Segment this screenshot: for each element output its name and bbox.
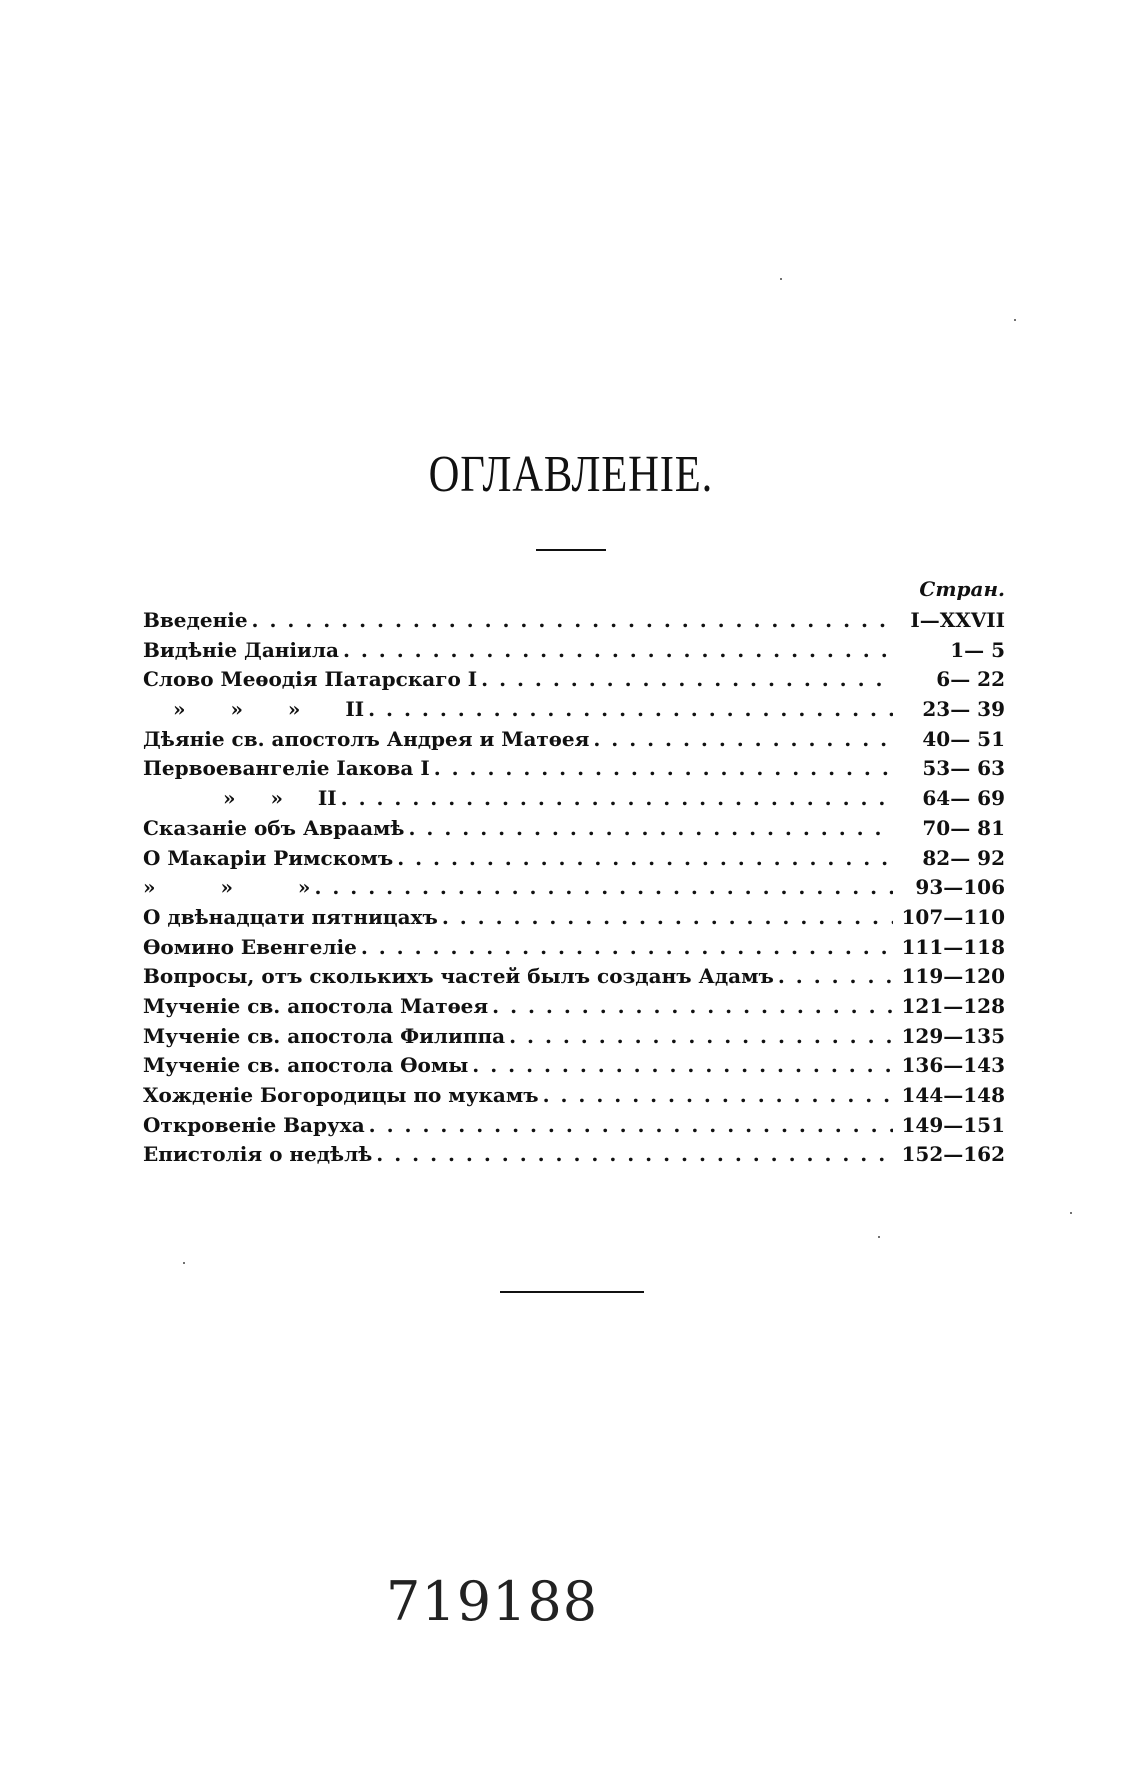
dot-leader <box>434 754 893 784</box>
toc-entry-title: Вопросы, отъ сколькихъ частей былъ созданъ Адамъ <box>143 964 774 989</box>
toc-entry-pages: 144—148 <box>901 1083 1005 1107</box>
paper-speck <box>780 278 782 280</box>
toc-entry <box>143 1051 1005 1081</box>
toc-entry-pages: 93—106 <box>915 875 1005 900</box>
toc-entry-title: Епистолія о недѣлѣ <box>143 1142 373 1167</box>
toc-entry-pages: 82— 92 <box>922 845 1005 870</box>
toc-entry-pages: 129—135 <box>901 1023 1005 1048</box>
paper-speck <box>878 1236 880 1238</box>
dot-leader <box>509 1022 893 1052</box>
toc-entry-title: О двѣнадцати пятницахъ <box>143 904 438 929</box>
toc-entry-pages: 119—120 <box>901 964 1005 989</box>
dot-leader <box>442 903 893 933</box>
library-stamp-number: 719188 <box>386 1570 599 1633</box>
page-title: ОГЛАВЛЕНІЕ. <box>428 446 714 503</box>
toc-entry-title: Сказаніе объ Авраамѣ <box>143 815 405 840</box>
dot-leader <box>492 992 893 1022</box>
toc-entry-title: Мученіе св. апостола Ѳомы <box>143 1053 469 1078</box>
toc-entry <box>143 725 1005 755</box>
toc-entry <box>143 606 1005 636</box>
toc-entry <box>143 636 1005 666</box>
toc-entry-pages: 149—151 <box>901 1112 1005 1137</box>
dot-leader <box>778 962 893 992</box>
toc-entry <box>143 903 1005 933</box>
toc-entry-title: Хожденіе Богородицы по мукамъ <box>143 1083 539 1107</box>
paper-speck <box>183 1262 185 1264</box>
toc-entry-title: Мученіе св. апостола Филиппа <box>143 1023 506 1048</box>
dot-leader <box>252 606 893 636</box>
toc-entry <box>143 1140 1005 1170</box>
toc-entry-title: » » » <box>143 875 311 900</box>
toc-entry-pages: 1— 5 <box>950 637 1005 662</box>
dot-leader <box>397 844 893 874</box>
toc-entry <box>143 844 1005 874</box>
toc-entry <box>143 873 1005 903</box>
toc-entry <box>143 933 1005 963</box>
toc-entry-pages: 23— 39 <box>922 697 1005 722</box>
table-of-contents <box>143 572 1005 1170</box>
toc-entry <box>143 1081 1005 1111</box>
toc-entry-title: Дѣяніе св. апостолъ Андрея и Матѳея <box>143 726 590 751</box>
toc-entry-pages: 152—162 <box>901 1142 1005 1167</box>
toc-entry-pages: 40— 51 <box>922 726 1005 751</box>
toc-entry-title: » » » II <box>173 697 365 722</box>
toc-entry-pages: 6— 22 <box>936 667 1005 692</box>
toc-entry-title: Слово Меѳодія Патарскаго I <box>143 667 478 692</box>
toc-entry-pages: I—XXVII <box>910 608 1005 632</box>
toc-entry-title: Первоевангеліе Іакова I <box>143 756 430 781</box>
dot-leader <box>368 695 893 725</box>
dot-leader <box>481 665 893 695</box>
dot-leader <box>408 814 893 844</box>
toc-entry-title: Ѳомино Евенгеліе <box>143 934 357 959</box>
toc-entry-title: Мученіе св. апостола Матѳея <box>143 993 489 1018</box>
dot-leader <box>314 873 893 903</box>
toc-entry-pages: 136—143 <box>901 1053 1005 1078</box>
paper-speck <box>1014 319 1016 321</box>
toc-entry-pages: 70— 81 <box>922 815 1005 840</box>
toc-entry-pages: 107—110 <box>901 904 1005 929</box>
dot-leader <box>343 636 893 666</box>
toc-entry <box>143 962 1005 992</box>
toc-entry <box>143 992 1005 1022</box>
dot-leader <box>543 1081 893 1111</box>
toc-entry-title: Откровеніе Варуха <box>143 1112 365 1137</box>
toc-entry <box>143 665 1005 695</box>
toc-entry-title: Введеніе <box>143 608 248 632</box>
toc-entry <box>143 1022 1005 1052</box>
toc-entry <box>143 695 1005 725</box>
toc-entry-pages: 121—128 <box>901 993 1005 1018</box>
dot-leader <box>376 1140 893 1170</box>
pages-column-header: Стран. <box>919 577 1005 601</box>
title-divider <box>536 549 606 551</box>
toc-entry-pages: 64— 69 <box>922 786 1005 811</box>
dot-leader <box>593 725 893 755</box>
dot-leader <box>472 1051 893 1081</box>
toc-entry-title: » » II <box>223 786 337 811</box>
toc-entry-pages: 53— 63 <box>922 756 1005 781</box>
toc-entry <box>143 814 1005 844</box>
dot-leader <box>369 1111 893 1141</box>
toc-entry <box>143 754 1005 784</box>
closing-divider <box>500 1291 644 1293</box>
toc-entry-title: О Макаріи Римскомъ <box>143 845 394 870</box>
dot-leader <box>361 933 893 963</box>
toc-entry <box>143 784 1005 814</box>
toc-entry-pages: 111—118 <box>901 934 1005 959</box>
paper-speck <box>1070 1212 1072 1214</box>
dot-leader <box>341 784 893 814</box>
toc-entry <box>143 1111 1005 1141</box>
toc-entry-title: Видѣніе Даніила <box>143 637 339 662</box>
